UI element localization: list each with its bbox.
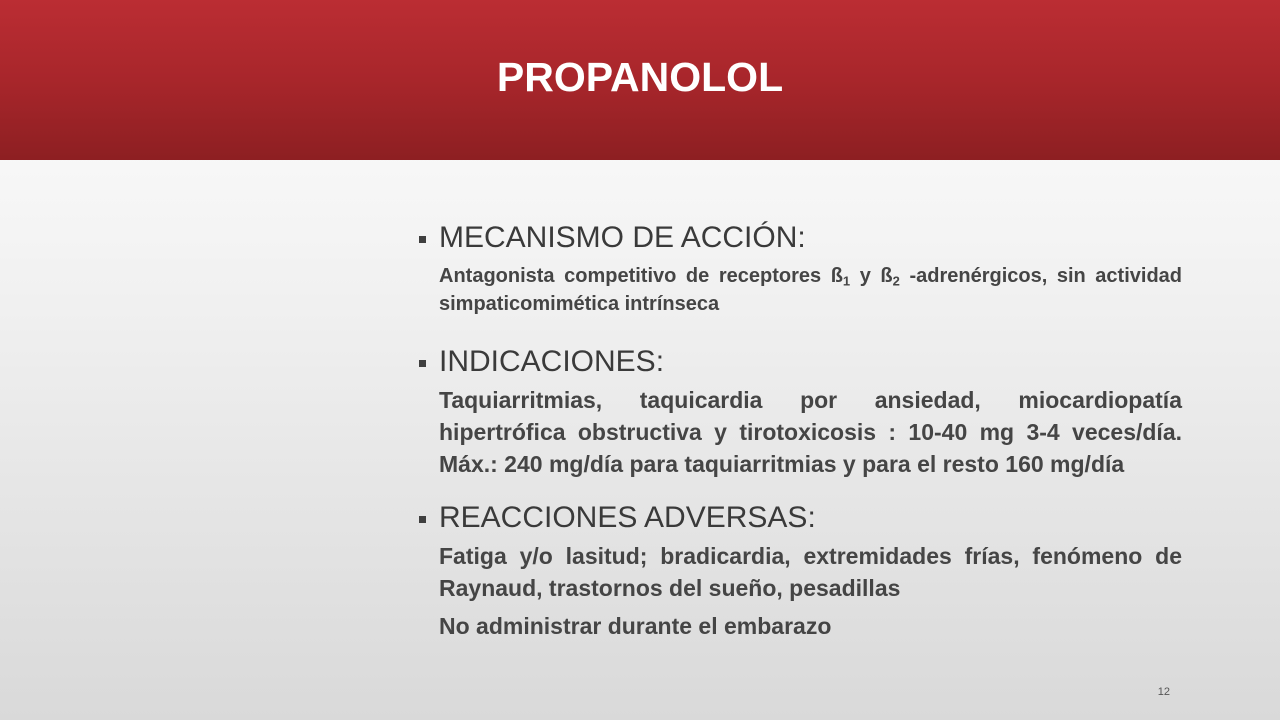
mechanism-text-part-1: Antagonista competitivo de receptores ß xyxy=(439,265,843,287)
subscript-1: 1 xyxy=(842,273,851,289)
mechanism-text-part-3: -adrenérgicos, sin actividad simpaticomimética intrínseca xyxy=(439,265,1183,315)
square-bullet-icon xyxy=(419,516,426,523)
slide-content xyxy=(412,218,1182,642)
mechanism-heading xyxy=(412,218,1182,258)
title-banner xyxy=(0,0,1280,160)
mechanism-text-part-2: y ß xyxy=(850,265,893,287)
mechanism-text xyxy=(412,262,1182,318)
square-bullet-icon xyxy=(419,236,426,243)
adverse-heading xyxy=(412,498,1182,538)
indications-heading xyxy=(412,342,1182,382)
page-number: 12 xyxy=(1157,686,1170,698)
adverse-section xyxy=(412,498,1182,642)
subscript-2: 2 xyxy=(892,273,900,289)
mechanism-section xyxy=(412,218,1182,318)
indications-text: Taquiarritmias, taquicardia por ansiedad, miocardiopatía hipertrófica obstructiva y tirotoxicosis : 10-40 mg 3-4 veces/día. Máx.: 240 mg/día para taquiarritmias y para el resto 160 mg/día xyxy=(439,387,1182,477)
indications-heading-text: INDICACIONES: xyxy=(439,345,665,378)
slide-title: PROPANOLOL xyxy=(496,54,784,100)
mechanism-heading-text: MECANISMO DE ACCIÓN: xyxy=(439,221,806,254)
adverse-text: Fatiga y/o lasitud; bradicardia, extremidades frías, fenómeno de Raynaud, trastornos del sueño, pesadillas xyxy=(439,543,1182,601)
square-bullet-icon xyxy=(419,360,426,367)
indications-section xyxy=(412,342,1182,480)
pregnancy-note: No administrar durante el embarazo xyxy=(439,613,832,639)
adverse-heading-text: REACCIONES ADVERSAS: xyxy=(439,501,816,534)
